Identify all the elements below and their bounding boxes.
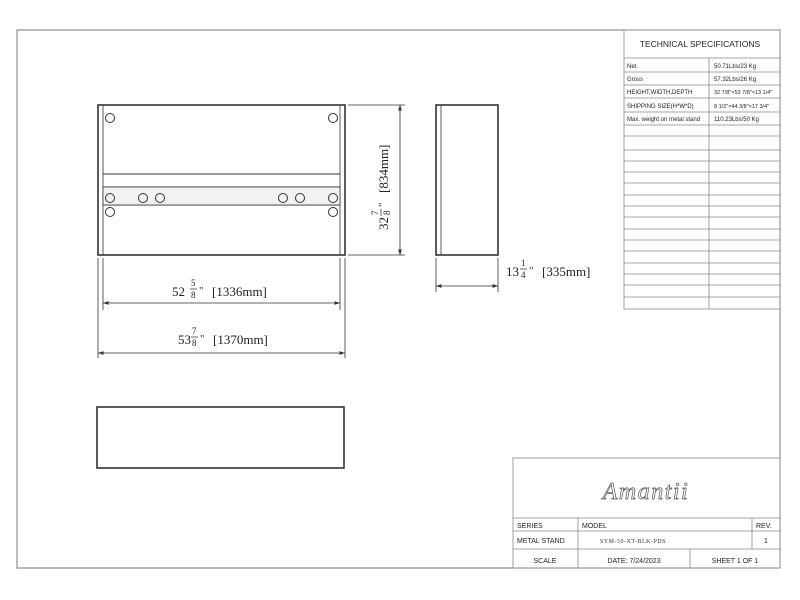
- height-unit: ": [377, 202, 389, 207]
- inner-width-fraction-den: 8: [191, 290, 196, 300]
- inner-width-metric: [1336mm]: [212, 284, 267, 299]
- depth-metric: [335mm]: [542, 264, 591, 279]
- spec-label: Gross: [627, 77, 644, 83]
- spec-label: Max. weight on metal stand: [627, 117, 701, 123]
- dimension-lines: [98, 105, 498, 358]
- outer-width-metric: [1370mm]: [213, 332, 268, 347]
- brand-logo: Amantii: [602, 479, 690, 505]
- series-label: SERIES: [517, 523, 543, 530]
- inner-width-unit: ": [199, 285, 204, 297]
- rev-label: REV.: [756, 523, 772, 530]
- title-block: [513, 458, 780, 568]
- model-value: SYM-50-XT-BLK-PDS: [600, 539, 666, 545]
- spec-value: 57.32Lbs/26 Kg: [714, 77, 757, 83]
- outer-width-fraction-den: 8: [192, 338, 197, 348]
- spec-label: Net.: [627, 64, 639, 70]
- height-whole: 32: [376, 217, 391, 230]
- spec-value: 50.71Lbs/23 Kg: [714, 64, 757, 70]
- depth-fraction-den: 4: [521, 270, 526, 280]
- height-metric: [834mm]: [376, 144, 391, 193]
- outer-width-fraction-num: 7: [192, 326, 197, 336]
- spec-value: 110.23Lbs/50 Kg: [714, 117, 759, 123]
- inner-width-label: 52: [172, 284, 185, 299]
- height-label: [370, 145, 392, 230]
- spec-label: HEIGHT,WIDTH,DEPTH: [627, 90, 693, 96]
- scale-label: SCALE: [533, 558, 557, 565]
- height-fraction-den: 8: [382, 210, 392, 215]
- bottom-view: [97, 407, 344, 468]
- spec-table-title: TECHNICAL SPECIFICATIONS: [639, 39, 761, 49]
- depth-whole: 13: [506, 264, 519, 279]
- depth-unit: ": [529, 265, 534, 277]
- rev-value: 1: [764, 538, 768, 545]
- outer-width-whole: 53: [178, 332, 191, 347]
- outer-width-unit: ": [200, 333, 205, 345]
- date-label: DATE: 7/24/2023: [607, 558, 661, 565]
- spec-value: 32 7/8"×53 7/8"×13 1/4": [714, 90, 773, 96]
- sheet-label: SHEET 1 OF 1: [711, 558, 759, 565]
- height-fraction-num: 7: [370, 210, 380, 215]
- spec-table: [624, 30, 780, 309]
- side-view: [436, 105, 498, 255]
- depth-fraction-num: 1: [521, 258, 526, 268]
- model-label: MODEL: [582, 523, 607, 530]
- front-view: [98, 105, 345, 255]
- spec-label: SHIPPING SIZE(H*W*D): [627, 104, 694, 110]
- spec-value: 8 1/2"×44 3/8"×17 3/4": [714, 104, 770, 110]
- inner-width-fraction-num: 5: [191, 278, 196, 288]
- series-value: METAL STAND: [517, 538, 565, 545]
